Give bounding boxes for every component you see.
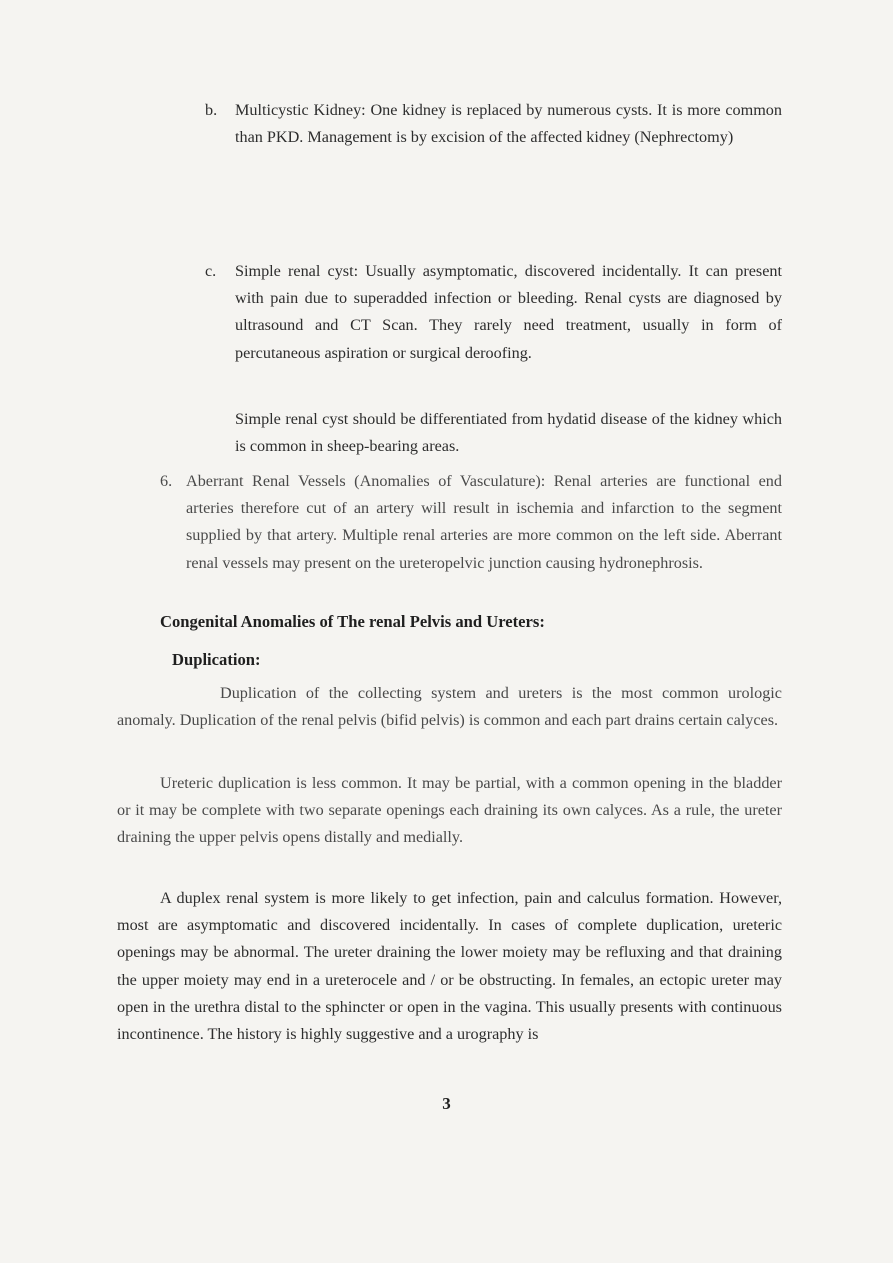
sub-heading: Duplication: (172, 650, 261, 669)
list-marker: 6. (160, 472, 173, 490)
list-marker: b. (205, 101, 218, 119)
list-item-b (205, 97, 782, 151)
list-item-c-continuation (235, 406, 782, 460)
continuation-text: Simple renal cyst should be differentiated from hydatid disease of the kidney which is common in sheep-bearing areas. (235, 410, 782, 456)
page-number: 3 (442, 1094, 451, 1113)
list-item-6 (160, 468, 782, 577)
paragraph-2: Ureteric duplication is less common. It may be partial, with a common opening in the bladder or it may be complete with two separate openings each draining its own calyces. As a rule, the ureter draining the upper pelvis opens distally and medially. (117, 774, 782, 847)
paragraph-1: Duplication of the collecting system and ureters is the most common urologic anomaly. Duplication of the renal pelvis (bifid pelvis) is common and each part drains certain calyces. (117, 684, 782, 730)
list-item-text: Multicystic Kidney: One kidney is replaced by numerous cysts. It is more common than PKD. Management is by excision of the affected kidney (Nephrectomy) (235, 101, 782, 147)
list-item-text: Aberrant Renal Vessels (Anomalies of Vasculature): Renal arteries are functional end arteries therefore cut of an artery will result in ischemia and infarction to the segment supplied by that artery. Multiple renal arteries are more common on the left side. Aberrant renal vessels may present on the ureteropelvic junction causing hydronephrosis. (186, 472, 782, 572)
section-heading: Congenital Anomalies of The renal Pelvis and Ureters: (160, 612, 545, 631)
list-marker: c. (205, 262, 217, 280)
paragraph-3: A duplex renal system is more likely to get infection, pain and calculus formation. However, most are asymptomatic and discovered incidentally. In cases of complete duplication, ureteric openings may be abnormal. The ureter draining the lower moiety may be refluxing and that draining the upper moiety may end in a ureterocele and / or be obstructing. In females, an ectopic ureter may open in the urethra distal to the sphincter or open in the vagina. This usually presents with continuous incontinence. The history is highly suggestive and a urography is (117, 889, 782, 1044)
list-item-text: Simple renal cyst: Usually asymptomatic, discovered incidentally. It can present with pain due to superadded infection or bleeding. Renal cysts are diagnosed by ultrasound and CT Scan. They rarely need treatment, usually in form of percutaneous aspiration or surgical deroofing. (235, 262, 782, 362)
list-item-c (205, 258, 782, 367)
